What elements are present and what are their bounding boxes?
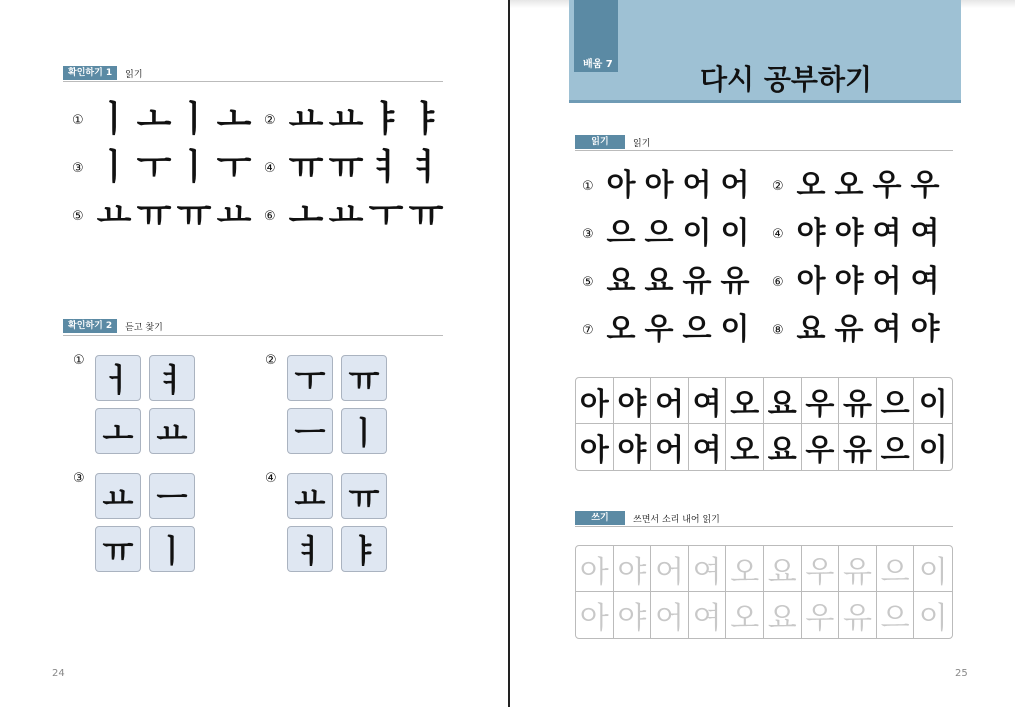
tracing-cell[interactable]: 야 — [614, 592, 652, 638]
tracing-cell[interactable]: 여 — [689, 546, 727, 592]
syllable: 아 — [606, 168, 636, 203]
syllable: 오 — [796, 168, 826, 203]
item-number: ② — [264, 112, 276, 128]
divider — [575, 526, 953, 527]
answer-card[interactable]: ㅡ — [287, 408, 333, 454]
syllable-cell: 어 — [651, 378, 689, 424]
lesson-tab-label: 배움 7 — [583, 59, 613, 70]
syllable: 이 — [720, 216, 750, 251]
syllable-row — [582, 166, 944, 206]
tracing-cell[interactable]: 이 — [918, 601, 948, 636]
syllable-row — [582, 262, 944, 302]
page-title: 다시 공부하기 — [700, 63, 873, 96]
tracing-cell[interactable]: 으 — [877, 592, 915, 638]
syllable-cell: 아 — [576, 378, 614, 424]
syllable: 야 — [910, 312, 940, 347]
tracing-cell[interactable]: 오 — [726, 546, 764, 592]
syllable-cell: 요 — [764, 424, 802, 470]
answer-card[interactable]: ㅗ — [95, 408, 141, 454]
answer-card[interactable]: ㅠ — [95, 526, 141, 572]
vowel: ㅠ — [328, 147, 364, 188]
section-title: 읽기 — [125, 69, 143, 80]
syllable: 여 — [910, 216, 940, 251]
syllable-cell: 여 — [689, 424, 727, 470]
syllable: 야 — [834, 264, 864, 299]
section-tag: 읽기 — [575, 135, 625, 149]
syllable: 우 — [872, 168, 902, 203]
vowel: ㅑ — [408, 99, 444, 140]
tracing-cell[interactable]: 어 — [651, 546, 689, 592]
section-header-check2 — [63, 318, 163, 334]
syllable: 으 — [644, 216, 674, 251]
question-number: ④ — [265, 471, 277, 486]
syllable: 이 — [682, 216, 712, 251]
section-tag: 확인하기 2 — [63, 319, 117, 333]
syllable: 아 — [644, 168, 674, 203]
answer-card[interactable]: ㅣ — [341, 408, 387, 454]
section-header-writing — [575, 510, 720, 526]
answer-card[interactable]: ㅕ — [149, 355, 195, 401]
divider — [63, 81, 443, 82]
tracing-cell[interactable]: 야 — [614, 546, 652, 592]
syllable: 오 — [606, 312, 636, 347]
item-number: ⑥ — [772, 274, 784, 290]
vowel: ㅠ — [136, 195, 172, 236]
tracing-cell[interactable]: 우 — [802, 546, 840, 592]
syllable-cell: 오 — [726, 424, 764, 470]
item-number: ④ — [264, 160, 276, 176]
vowel: ㅜ — [216, 147, 252, 188]
answer-card[interactable]: ㅑ — [341, 526, 387, 572]
book-spine — [508, 0, 510, 707]
answer-card[interactable]: ㅡ — [149, 473, 195, 519]
item-number: ⑦ — [582, 322, 594, 338]
divider — [63, 335, 443, 336]
tracing-cell[interactable]: 여 — [689, 592, 727, 638]
syllable: 여 — [872, 312, 902, 347]
syllable: 우 — [910, 168, 940, 203]
tracing-cell[interactable]: 어 — [651, 592, 689, 638]
reading-row — [72, 196, 446, 236]
answer-card[interactable]: ㅠ — [341, 473, 387, 519]
vowel: ㅑ — [368, 99, 404, 140]
syllable-cell: 이 — [914, 378, 952, 424]
tracing-cell[interactable]: 아 — [576, 592, 614, 638]
tracing-chart — [575, 545, 953, 639]
answer-card[interactable]: ㅛ — [95, 473, 141, 519]
vowel: ㅠ — [176, 195, 212, 236]
answer-card[interactable]: ㅜ — [287, 355, 333, 401]
tracing-cell[interactable]: 유 — [839, 592, 877, 638]
syllable-row — [582, 310, 944, 350]
tracing-cell[interactable]: 요 — [764, 546, 802, 592]
syllable-cell: 으 — [877, 378, 915, 424]
answer-card[interactable]: ㅛ — [287, 473, 333, 519]
tracing-cell[interactable]: 이 — [914, 546, 952, 592]
vowel: ㅜ — [136, 147, 172, 188]
syllable-cell: 요 — [764, 378, 802, 424]
syllable: 야 — [796, 216, 826, 251]
vowel: ㅣ — [96, 99, 132, 140]
tracing-cell[interactable]: 유 — [839, 546, 877, 592]
syllable-cell: 어 — [651, 424, 689, 470]
item-number: ④ — [772, 226, 784, 242]
item-number: ⑧ — [772, 322, 784, 338]
question-number: ③ — [73, 471, 85, 486]
vowel: ㅕ — [408, 147, 444, 188]
tracing-cell[interactable]: 으 — [877, 546, 915, 592]
syllable: 여 — [910, 264, 940, 299]
syllable: 아 — [796, 264, 826, 299]
tracing-cell[interactable]: 아 — [576, 546, 614, 592]
vowel: ㅛ — [96, 195, 132, 236]
syllable-chart — [575, 377, 953, 471]
syllable-cell: 여 — [689, 378, 727, 424]
tracing-cell[interactable]: 오 — [726, 592, 764, 638]
item-number: ⑤ — [582, 274, 594, 290]
answer-card[interactable]: ㅕ — [287, 526, 333, 572]
item-number: ⑥ — [264, 208, 276, 224]
vowel: ㅛ — [288, 99, 324, 140]
syllable-cell: 유 — [839, 378, 877, 424]
syllable: 요 — [606, 264, 636, 299]
syllable: 이 — [720, 312, 750, 347]
syllable: 우 — [644, 312, 674, 347]
syllable: 유 — [682, 264, 712, 299]
item-number: ③ — [582, 226, 594, 242]
syllable-cell: 아 — [576, 424, 614, 470]
vowel: ㅕ — [368, 147, 404, 188]
vowel: ㅗ — [136, 99, 172, 140]
syllable: 유 — [834, 312, 864, 347]
item-number: ① — [582, 178, 594, 194]
page-number: 24 — [52, 668, 65, 679]
reading-row — [72, 100, 446, 140]
section-tag: 쓰기 — [575, 511, 625, 525]
syllable-row — [582, 214, 944, 254]
syllable: 어 — [720, 168, 750, 203]
vowel: ㅠ — [288, 147, 324, 188]
vowel: ㅛ — [328, 195, 364, 236]
vowel: ㅛ — [328, 99, 364, 140]
item-number: ① — [72, 112, 84, 128]
vowel: ㅜ — [368, 195, 404, 236]
answer-card[interactable]: ㅠ — [341, 355, 387, 401]
syllable-cell: 오 — [726, 378, 764, 424]
divider — [575, 150, 953, 151]
vowel: ㅣ — [176, 147, 212, 188]
section-tag: 확인하기 1 — [63, 66, 117, 80]
syllable-cell: 우 — [802, 424, 840, 470]
answer-card[interactable]: ㅛ — [149, 408, 195, 454]
vowel: ㅗ — [216, 99, 252, 140]
syllable-cell: 이 — [918, 433, 948, 468]
question-number: ① — [73, 353, 85, 368]
question-number: ② — [265, 353, 277, 368]
vowel: ㅛ — [216, 195, 252, 236]
syllable-cell: 으 — [877, 424, 915, 470]
syllable-cell: 야 — [614, 424, 652, 470]
syllable: 어 — [682, 168, 712, 203]
vowel: ㅣ — [96, 147, 132, 188]
page-number: 25 — [955, 668, 968, 679]
section-header-reading — [575, 134, 650, 150]
section-header-check1 — [63, 65, 143, 81]
syllable: 요 — [796, 312, 826, 347]
tracing-cell[interactable]: 요 — [764, 592, 802, 638]
answer-card[interactable]: ㅓ — [95, 355, 141, 401]
syllable-cell: 유 — [839, 424, 877, 470]
syllable: 으 — [682, 312, 712, 347]
reading-row — [72, 148, 446, 188]
vowel: ㅗ — [288, 195, 324, 236]
syllable: 오 — [834, 168, 864, 203]
vowel: ㅣ — [176, 99, 212, 140]
section-title: 듣고 찾기 — [125, 322, 163, 333]
syllable: 어 — [872, 264, 902, 299]
syllable: 유 — [720, 264, 750, 299]
section-title: 쓰면서 소리 내어 읽기 — [633, 514, 720, 525]
syllable: 여 — [872, 216, 902, 251]
item-number: ③ — [72, 160, 84, 176]
vowel: ㅠ — [408, 195, 444, 236]
syllable: 으 — [606, 216, 636, 251]
answer-card[interactable]: ㅣ — [149, 526, 195, 572]
syllable: 야 — [834, 216, 864, 251]
syllable-cell: 우 — [802, 378, 840, 424]
syllable: 요 — [644, 264, 674, 299]
syllable-cell: 야 — [614, 378, 652, 424]
item-number: ⑤ — [72, 208, 84, 224]
tracing-cell[interactable]: 우 — [802, 592, 840, 638]
item-number: ② — [772, 178, 784, 194]
section-title: 읽기 — [633, 138, 651, 149]
